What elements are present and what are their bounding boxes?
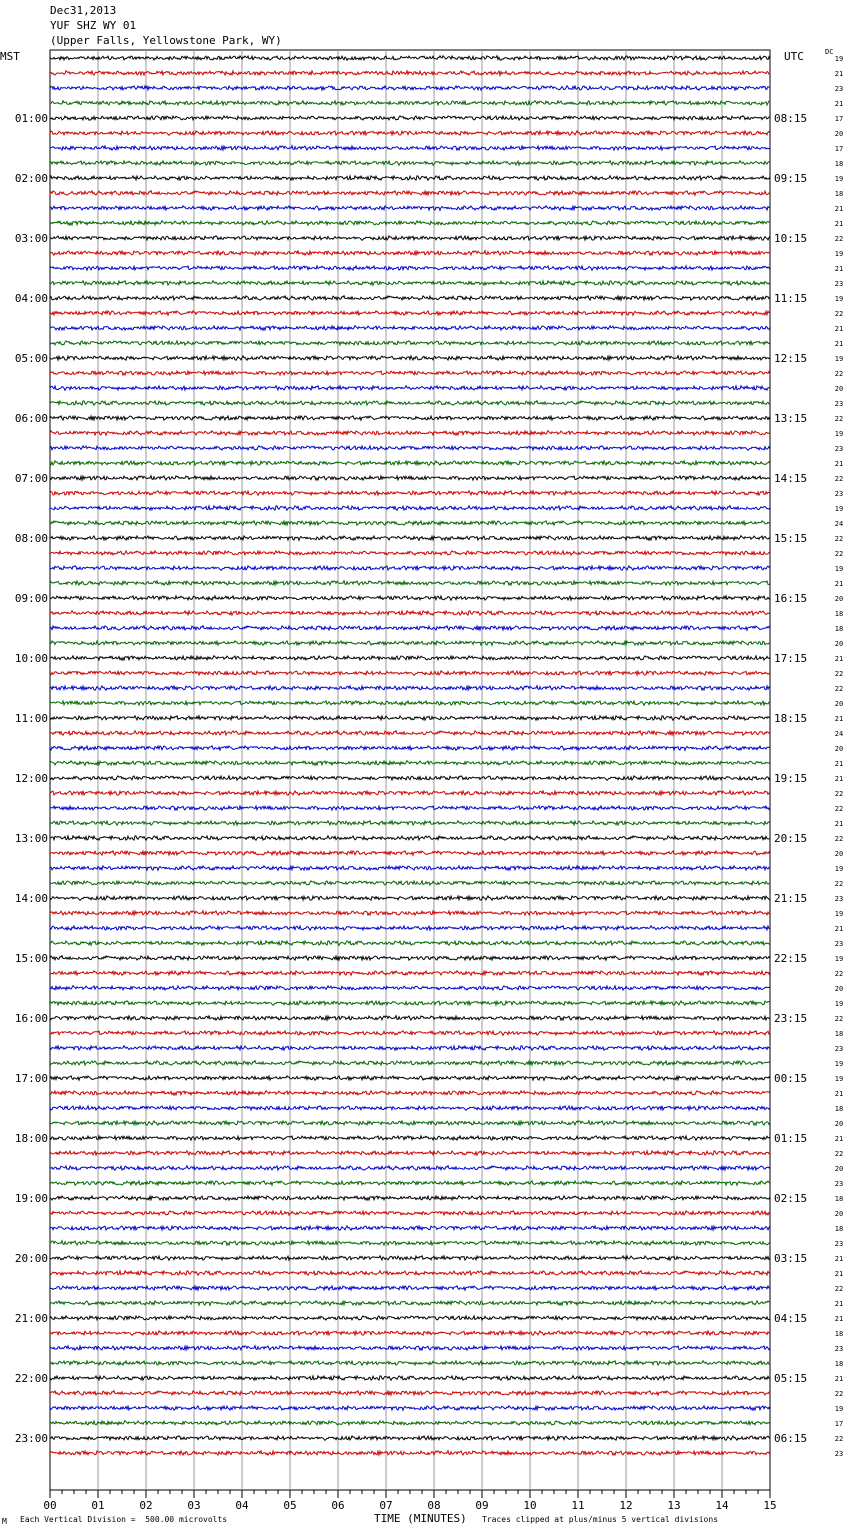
seismic-trace bbox=[50, 101, 770, 105]
seismic-trace bbox=[50, 446, 770, 451]
dc-offset-label: 22 bbox=[834, 835, 844, 843]
seismic-trace bbox=[50, 851, 770, 855]
dc-offset-label: 19 bbox=[834, 955, 844, 963]
seismic-trace bbox=[50, 1226, 770, 1230]
dc-offset-label: 23 bbox=[834, 1180, 844, 1188]
dc-offset-label: 23 bbox=[834, 1240, 844, 1248]
plot-date: Dec31,2013 bbox=[50, 4, 117, 17]
x-tick-label: 06 bbox=[331, 1499, 345, 1512]
seismic-trace bbox=[50, 236, 770, 241]
seismic-trace bbox=[50, 1061, 770, 1066]
seismic-trace bbox=[50, 536, 770, 541]
seismic-trace bbox=[50, 671, 770, 676]
seismic-trace bbox=[50, 686, 770, 691]
utc-hour-label: 17:15 bbox=[774, 652, 808, 665]
footer-left-mark: M bbox=[2, 1517, 7, 1526]
x-tick-label: 00 bbox=[43, 1499, 57, 1512]
utc-hour-label: 11:15 bbox=[774, 292, 808, 305]
dc-offset-label: 22 bbox=[834, 1390, 844, 1398]
dc-offset-label: 22 bbox=[834, 1435, 844, 1443]
dc-offset-label: 23 bbox=[834, 445, 844, 453]
dc-offset-label: 19 bbox=[834, 250, 844, 258]
dc-offset-label: 19 bbox=[834, 910, 844, 918]
clip-note: Traces clipped at plus/minus 5 vertical divisions bbox=[482, 1515, 719, 1524]
dc-offset-label: 22 bbox=[834, 370, 844, 378]
dc-offset-label: 22 bbox=[834, 670, 844, 678]
dc-offset-label: 17 bbox=[834, 145, 844, 153]
utc-hour-label: 01:15 bbox=[774, 1132, 808, 1145]
seismic-trace bbox=[50, 1166, 770, 1171]
dc-offset-label: 23 bbox=[834, 895, 844, 903]
x-tick-label: 07 bbox=[379, 1499, 393, 1512]
dc-offset-label: 21 bbox=[834, 220, 844, 228]
dc-offset-label: 21 bbox=[834, 100, 844, 108]
mst-hour-label: 07:00 bbox=[14, 472, 48, 485]
dc-offset-label: 21 bbox=[834, 1090, 844, 1098]
dc-offset-label: 21 bbox=[834, 580, 844, 588]
seismic-trace bbox=[50, 1181, 770, 1185]
dc-offset-label: 21 bbox=[834, 1300, 844, 1308]
mst-hour-label: 21:00 bbox=[14, 1312, 48, 1325]
dc-offset-label: 22 bbox=[834, 790, 844, 798]
utc-hour-label: 16:15 bbox=[774, 592, 808, 605]
x-axis-title: TIME (MINUTES) bbox=[374, 1512, 467, 1525]
dc-offset-label: 21 bbox=[834, 70, 844, 78]
seismic-trace bbox=[50, 1001, 770, 1006]
seismic-trace bbox=[50, 1346, 770, 1350]
dc-offset-label: 21 bbox=[834, 1315, 844, 1323]
seismic-trace bbox=[50, 1436, 770, 1441]
utc-hour-label: 23:15 bbox=[774, 1012, 808, 1025]
dc-offset-label: 20 bbox=[834, 700, 844, 708]
station-location: (Upper Falls, Yellowstone Park, WY) bbox=[50, 34, 282, 47]
seismic-trace bbox=[50, 836, 770, 841]
dc-offset-label: 21 bbox=[834, 1375, 844, 1383]
dc-offset-label: 21 bbox=[834, 760, 844, 768]
utc-hour-label: 14:15 bbox=[774, 472, 808, 485]
seismic-trace bbox=[50, 1286, 770, 1290]
dc-offset-label: 21 bbox=[834, 925, 844, 933]
seismic-trace bbox=[50, 1091, 770, 1096]
utc-hour-label: 02:15 bbox=[774, 1192, 808, 1205]
seismic-trace bbox=[50, 701, 770, 705]
x-tick-label: 10 bbox=[523, 1499, 537, 1512]
dc-offset-label: 21 bbox=[834, 1270, 844, 1278]
mst-hour-label: 10:00 bbox=[14, 652, 48, 665]
dc-offset-label: 22 bbox=[834, 1285, 844, 1293]
mst-hour-label: 12:00 bbox=[14, 772, 48, 785]
seismic-trace bbox=[50, 731, 770, 736]
seismic-trace bbox=[50, 641, 770, 645]
seismic-trace bbox=[50, 1421, 770, 1425]
mst-hour-label: 15:00 bbox=[14, 952, 48, 965]
x-tick-label: 14 bbox=[715, 1499, 729, 1512]
dc-offset-label: 21 bbox=[834, 265, 844, 273]
dc-offset-label: 19 bbox=[834, 1000, 844, 1008]
seismic-trace bbox=[50, 1136, 770, 1140]
mst-hour-label: 01:00 bbox=[14, 112, 48, 125]
dc-offset-label: 18 bbox=[834, 190, 844, 198]
seismic-trace bbox=[50, 596, 770, 601]
mst-hour-label: 14:00 bbox=[14, 892, 48, 905]
utc-axis-label: UTC bbox=[784, 50, 804, 63]
mst-hour-label: 09:00 bbox=[14, 592, 48, 605]
dc-offset-label: 23 bbox=[834, 85, 844, 93]
dc-offset-label: 20 bbox=[834, 640, 844, 648]
mst-hour-label: 04:00 bbox=[14, 292, 48, 305]
dc-offset-label: 22 bbox=[834, 310, 844, 318]
utc-hour-label: 12:15 bbox=[774, 352, 808, 365]
x-tick-label: 11 bbox=[571, 1499, 585, 1512]
seismic-trace bbox=[50, 371, 770, 375]
x-tick-label: 04 bbox=[235, 1499, 249, 1512]
seismic-trace bbox=[50, 491, 770, 496]
mst-hour-label: 19:00 bbox=[14, 1192, 48, 1205]
seismic-trace bbox=[50, 821, 770, 826]
utc-hour-label: 13:15 bbox=[774, 412, 808, 425]
seismic-trace bbox=[50, 1121, 770, 1126]
dc-offset-label: 21 bbox=[834, 775, 844, 783]
seismic-trace bbox=[50, 326, 770, 331]
seismic-trace bbox=[50, 1151, 770, 1155]
dc-offset-label: 19 bbox=[834, 295, 844, 303]
dc-offset-label: 20 bbox=[834, 850, 844, 858]
dc-offset-label: 19 bbox=[834, 175, 844, 183]
seismic-trace bbox=[50, 866, 770, 871]
dc-offset-label: 22 bbox=[834, 1015, 844, 1023]
utc-hour-label: 03:15 bbox=[774, 1252, 808, 1265]
dc-offset-label: 19 bbox=[834, 430, 844, 438]
dc-offset-label: 22 bbox=[834, 685, 844, 693]
dc-offset-label: 19 bbox=[834, 565, 844, 573]
x-tick-label: 08 bbox=[427, 1499, 441, 1512]
mst-hour-label: 11:00 bbox=[14, 712, 48, 725]
seismic-trace bbox=[50, 146, 770, 150]
utc-hour-label: 09:15 bbox=[774, 172, 808, 185]
dc-offset-label: 20 bbox=[834, 130, 844, 138]
dc-offset-label: 21 bbox=[834, 820, 844, 828]
dc-offset-label: 18 bbox=[834, 625, 844, 633]
x-tick-label: 12 bbox=[619, 1499, 633, 1512]
seismic-trace bbox=[50, 86, 770, 90]
mst-hour-label: 13:00 bbox=[14, 832, 48, 845]
seismic-trace bbox=[50, 551, 770, 555]
mst-hour-label: 06:00 bbox=[14, 412, 48, 425]
dc-offset-label: 23 bbox=[834, 1450, 844, 1458]
seismic-trace bbox=[50, 206, 770, 210]
seismic-trace bbox=[50, 926, 770, 931]
seismic-trace bbox=[50, 1331, 770, 1336]
utc-hour-label: 04:15 bbox=[774, 1312, 808, 1325]
utc-hour-label: 10:15 bbox=[774, 232, 808, 245]
dc-offset-label: 21 bbox=[834, 460, 844, 468]
seismic-trace bbox=[50, 416, 770, 420]
seismic-trace bbox=[50, 1271, 770, 1276]
seismic-trace bbox=[50, 956, 770, 961]
seismic-trace bbox=[50, 386, 770, 391]
dc-offset-label: 18 bbox=[834, 1330, 844, 1338]
dc-offset-label: 22 bbox=[834, 1150, 844, 1158]
seismic-trace bbox=[50, 941, 770, 945]
utc-hour-label: 00:15 bbox=[774, 1072, 808, 1085]
dc-offset-label: 20 bbox=[834, 745, 844, 753]
seismic-trace bbox=[50, 761, 770, 766]
mst-axis-label: MST bbox=[0, 50, 20, 63]
mst-hour-label: 16:00 bbox=[14, 1012, 48, 1025]
seismic-trace bbox=[50, 1451, 770, 1455]
seismic-trace bbox=[50, 1376, 770, 1380]
dc-offset-label: 21 bbox=[834, 340, 844, 348]
dc-offset-label: 24 bbox=[834, 730, 844, 738]
seismic-trace bbox=[50, 1241, 770, 1245]
dc-offset-label: 17 bbox=[834, 115, 844, 123]
seismic-trace bbox=[50, 1016, 770, 1020]
dc-offset-label: 20 bbox=[834, 1165, 844, 1173]
mst-hour-label: 05:00 bbox=[14, 352, 48, 365]
dc-offset-label: 18 bbox=[834, 1225, 844, 1233]
seismic-trace bbox=[50, 1106, 770, 1111]
seismic-trace bbox=[50, 1391, 770, 1396]
x-tick-label: 09 bbox=[475, 1499, 489, 1512]
dc-offset-label: 21 bbox=[834, 325, 844, 333]
dc-offset-label: 23 bbox=[834, 400, 844, 408]
seismic-trace bbox=[50, 611, 770, 615]
seismic-trace bbox=[50, 1301, 770, 1306]
seismic-trace bbox=[50, 1211, 770, 1216]
seismic-trace bbox=[50, 986, 770, 990]
dc-offset-label: 19 bbox=[834, 55, 844, 63]
dc-offset-label: 20 bbox=[834, 1210, 844, 1218]
utc-hour-label: 20:15 bbox=[774, 832, 808, 845]
seismic-trace bbox=[50, 911, 770, 915]
utc-hour-label: 05:15 bbox=[774, 1372, 808, 1385]
seismic-trace bbox=[50, 311, 770, 315]
dc-offset-label: 23 bbox=[834, 1045, 844, 1053]
seismic-trace bbox=[50, 1196, 770, 1201]
dc-offset-label: 20 bbox=[834, 985, 844, 993]
utc-hour-label: 18:15 bbox=[774, 712, 808, 725]
x-tick-label: 13 bbox=[667, 1499, 681, 1512]
dc-offset-label: 22 bbox=[834, 880, 844, 888]
mst-hour-label: 02:00 bbox=[14, 172, 48, 185]
station-code: YUF SHZ WY 01 bbox=[50, 19, 137, 32]
dc-offset-label: 21 bbox=[834, 715, 844, 723]
seismic-trace bbox=[50, 521, 770, 525]
seismic-trace bbox=[50, 806, 770, 810]
dc-offset-label: 21 bbox=[834, 1135, 844, 1143]
seismic-trace bbox=[50, 626, 770, 631]
dc-offset-label: 20 bbox=[834, 1120, 844, 1128]
dc-offset-label: 18 bbox=[834, 1105, 844, 1113]
x-tick-label: 03 bbox=[187, 1499, 201, 1512]
seismic-trace bbox=[50, 1406, 770, 1410]
seismic-trace bbox=[50, 116, 770, 120]
seismic-trace bbox=[50, 1046, 770, 1050]
dc-offset-label: 22 bbox=[834, 235, 844, 243]
mst-hour-label: 03:00 bbox=[14, 232, 48, 245]
dc-offset-label: 19 bbox=[834, 505, 844, 513]
mst-hour-label: 18:00 bbox=[14, 1132, 48, 1145]
seismic-trace bbox=[50, 56, 770, 60]
dc-offset-label: 21 bbox=[834, 1255, 844, 1263]
dc-offset-label: 21 bbox=[834, 655, 844, 663]
dc-offset-label: 18 bbox=[834, 1195, 844, 1203]
dc-offset-label: 23 bbox=[834, 490, 844, 498]
seismic-trace bbox=[50, 716, 770, 720]
x-tick-label: 15 bbox=[763, 1499, 777, 1512]
seismic-trace bbox=[50, 461, 770, 465]
dc-offset-label: 22 bbox=[834, 535, 844, 543]
utc-hour-label: 19:15 bbox=[774, 772, 808, 785]
dc-offset-label: 18 bbox=[834, 1360, 844, 1368]
seismic-trace bbox=[50, 176, 770, 180]
utc-hour-label: 08:15 bbox=[774, 112, 808, 125]
seismic-trace bbox=[50, 191, 770, 196]
dc-offset-label: 22 bbox=[834, 415, 844, 423]
seismic-trace bbox=[50, 296, 770, 301]
seismic-trace bbox=[50, 356, 770, 361]
mst-hour-label: 22:00 bbox=[14, 1372, 48, 1385]
seismic-trace bbox=[50, 1076, 770, 1080]
utc-hour-label: 06:15 bbox=[774, 1432, 808, 1445]
dc-offset-label: 24 bbox=[834, 520, 844, 528]
dc-offset-label: 19 bbox=[834, 355, 844, 363]
seismic-trace bbox=[50, 896, 770, 901]
seismic-trace bbox=[50, 881, 770, 885]
dc-offset-label: 23 bbox=[834, 940, 844, 948]
seismic-trace bbox=[50, 1256, 770, 1261]
dc-offset-label: 22 bbox=[834, 475, 844, 483]
dc-offset-label: 19 bbox=[834, 1075, 844, 1083]
seismic-trace bbox=[50, 161, 770, 166]
seismic-trace bbox=[50, 131, 770, 136]
seismic-trace bbox=[50, 746, 770, 750]
seismic-trace bbox=[50, 71, 770, 76]
dc-offset-label: 23 bbox=[834, 280, 844, 288]
seismic-trace bbox=[50, 401, 770, 406]
dc-offset-label: 20 bbox=[834, 595, 844, 603]
seismic-trace bbox=[50, 566, 770, 571]
utc-hour-label: 22:15 bbox=[774, 952, 808, 965]
dc-offset-label: 21 bbox=[834, 205, 844, 213]
seismic-trace bbox=[50, 506, 770, 511]
seismic-trace bbox=[50, 221, 770, 226]
seismic-trace bbox=[50, 251, 770, 256]
dc-offset-label: 22 bbox=[834, 550, 844, 558]
seismic-trace bbox=[50, 1031, 770, 1036]
dc-offset-label: 18 bbox=[834, 1030, 844, 1038]
x-tick-label: 02 bbox=[139, 1499, 153, 1512]
dc-offset-label: 19 bbox=[834, 1060, 844, 1068]
seismic-trace bbox=[50, 791, 770, 796]
dc-offset-label: 18 bbox=[834, 160, 844, 168]
seismic-trace bbox=[50, 776, 770, 781]
seismic-trace bbox=[50, 581, 770, 585]
x-tick-label: 05 bbox=[283, 1499, 297, 1512]
dc-offset-label: 22 bbox=[834, 805, 844, 813]
utc-hour-label: 21:15 bbox=[774, 892, 808, 905]
dc-offset-label: 17 bbox=[834, 1420, 844, 1428]
seismic-trace bbox=[50, 1361, 770, 1366]
seismic-trace bbox=[50, 971, 770, 975]
utc-hour-label: 15:15 bbox=[774, 532, 808, 545]
dc-offset-label: 18 bbox=[834, 610, 844, 618]
dc-offset-label: 19 bbox=[834, 1405, 844, 1413]
dc-offset-label: 19 bbox=[834, 865, 844, 873]
mst-hour-label: 20:00 bbox=[14, 1252, 48, 1265]
seismic-trace bbox=[50, 341, 770, 346]
mst-hour-label: 08:00 bbox=[14, 532, 48, 545]
seismic-trace bbox=[50, 281, 770, 285]
seismic-trace bbox=[50, 431, 770, 436]
mst-hour-label: 17:00 bbox=[14, 1072, 48, 1085]
vertical-scale-note: Each Vertical Division = 500.00 microvolts bbox=[20, 1515, 228, 1524]
seismic-trace bbox=[50, 1316, 770, 1320]
seismic-trace bbox=[50, 656, 770, 661]
mst-hour-label: 23:00 bbox=[14, 1432, 48, 1445]
dc-offset-label: 20 bbox=[834, 385, 844, 393]
dc-offset-label: 23 bbox=[834, 1345, 844, 1353]
seismic-trace bbox=[50, 266, 770, 270]
dc-column-label: DC bbox=[825, 48, 834, 56]
seismic-trace bbox=[50, 476, 770, 480]
dc-offset-label: 22 bbox=[834, 970, 844, 978]
x-tick-label: 01 bbox=[91, 1499, 105, 1512]
